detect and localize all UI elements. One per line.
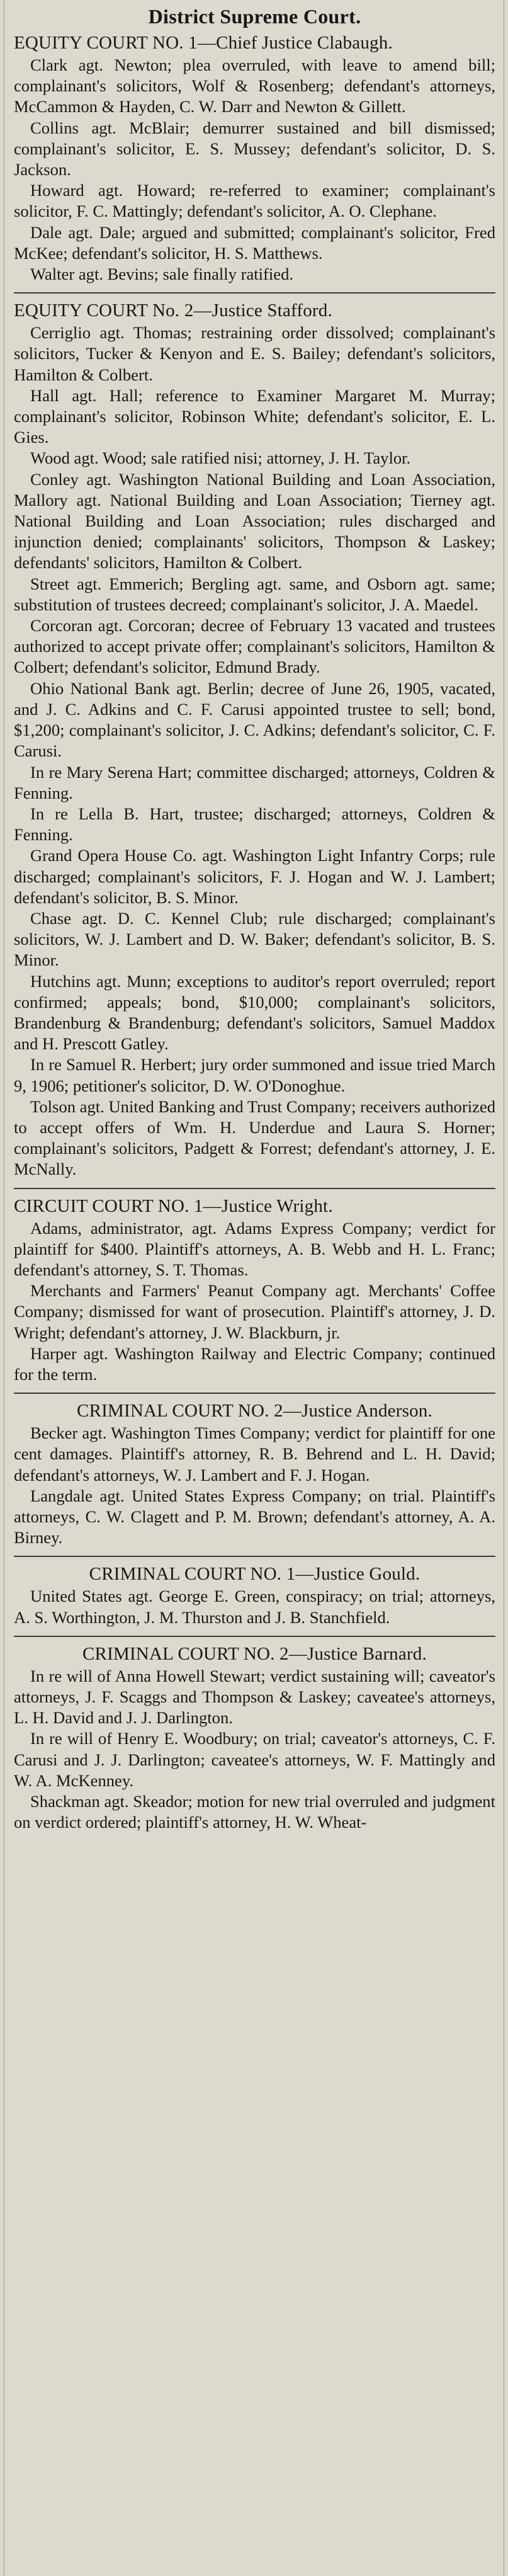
section-divider bbox=[14, 1393, 495, 1394]
case-entry: Cerriglio agt. Thomas; restraining order dissolved; complainant's solicitors, Tucker & Kenyon and E. S. Bailey; defendant's solicitors, Hamilton & Colbert. bbox=[14, 323, 495, 384]
case-entry: Howard agt. Howard; re-referred to examiner; complainant's solicitor, F. C. Mattingly; defendant's solicitor, A. O. Clephane. bbox=[14, 181, 495, 221]
case-entry: In re Lella B. Hart, trustee; discharged; attorneys, Coldren & Fenning. bbox=[14, 804, 495, 845]
case-entry: Tolson agt. United Banking and Trust Company; receivers authorized to accept offers of Wm. H. Underdue and Laura S. Horner; complainant's solicitors, Padgett & Forrest; defendant's attorney, J. E. McNally. bbox=[14, 1097, 495, 1179]
court-heading: CRIMINAL COURT NO. 2—Justice Barnard. bbox=[82, 1643, 427, 1664]
case-entry: Adams, administrator, agt. Adams Express Company; verdict for plaintiff for $400. Plaintiff's attorneys, A. B. Webb and H. L. Franc; defendant's attorney, S. T. Thomas. bbox=[14, 1218, 495, 1279]
court-heading: CRIMINAL COURT NO. 1—Justice Gould. bbox=[89, 1564, 421, 1585]
court-heading: CIRCUIT COURT NO. 1—Justice Wright. bbox=[14, 1195, 333, 1216]
court-section bbox=[14, 300, 495, 1180]
case-entry: United States agt. George E. Green, conspiracy; on trial; attorneys, A. S. Worthington, J. M. Thurston and J. B. Stanchfield. bbox=[14, 1587, 495, 1627]
case-entry: Hutchins agt. Munn; exceptions to auditor's report overruled; report confirmed; appeals; bond, $10,000; complainant's solicitors, Brandenburg & Brandenburg; defendant's solicitors, Samuel Maddox and H. Prescott Gatley. bbox=[14, 971, 495, 1054]
case-entry: Collins agt. McBlair; demurrer sustained and bill dismissed; complainant's solicitor, E. S. Mussey; defendant's solicitor, D. S. Jackson. bbox=[14, 118, 495, 180]
court-sections bbox=[14, 32, 495, 1833]
case-entry: In re Mary Serena Hart; committee discharged; attorneys, Coldren & Fenning. bbox=[14, 762, 495, 802]
case-entry: Hall agt. Hall; reference to Examiner Margaret M. Murray; complainant's solicitor, Robinson White; defendant's solicitor, E. L. Gies. bbox=[14, 385, 495, 447]
case-entry: In re Samuel R. Herbert; jury order summoned and issue tried March 9, 1906; petitioner's solicitor, D. W. O'Donoghue. bbox=[14, 1055, 495, 1095]
case-entry: Ohio National Bank agt. Berlin; decree of June 26, 1905, vacated, and J. C. Adkins and C. F. Carusi appointed trustee to sell; bond, $1,200; complainant's solicitor, J. C. Adkins; defendant's solicitor, C. F. Carusi. bbox=[14, 678, 495, 761]
court-section bbox=[14, 1563, 495, 1627]
court-section bbox=[14, 1400, 495, 1548]
court-section bbox=[14, 1195, 495, 1386]
court-heading: EQUITY COURT No. 2—Justice Stafford. bbox=[14, 300, 332, 321]
case-entry: Langdale agt. United States Express Company; on trial. Plaintiff's attorneys, C. W. Clagett and P. M. Brown; defendant's attorney, A. A. Birney. bbox=[14, 1486, 495, 1547]
section-divider bbox=[14, 292, 495, 294]
court-section bbox=[14, 1643, 495, 1833]
court-heading: EQUITY COURT NO. 1—Chief Justice Clabaugh. bbox=[14, 33, 393, 53]
case-entry: Becker agt. Washington Times Company; verdict for plaintiff for one cent damages. Plaintiff's attorney, R. B. Behrend and L. H. David; defendant's attorneys, W. J. Lambert and F. J. Hogan. bbox=[14, 1423, 495, 1485]
case-entry: Walter agt. Bevins; sale finally ratified. bbox=[30, 265, 294, 284]
case-entry: Harper agt. Washington Railway and Electric Company; continued for the term. bbox=[14, 1343, 495, 1384]
case-entry: Chase agt. D. C. Kennel Club; rule discharged; complainant's solicitors, W. J. Lambert and D. W. Baker; defendant's solicitor, B. S. Minor. bbox=[14, 908, 495, 970]
case-entry: Shackman agt. Skeador; motion for new trial overruled and judgment on verdict ordered; plaintiff's attorney, H. W. Wheat- bbox=[14, 1792, 495, 1832]
section-divider bbox=[14, 1636, 495, 1637]
section-divider bbox=[14, 1556, 495, 1557]
case-entry: Clark agt. Newton; plea overruled, with leave to amend bill; complainant's solicitors, Wolf & Rosenberg; defendant's attorneys, McCammon & Hayden, C. W. Darr and Newton & Gillett. bbox=[14, 55, 495, 117]
case-entry: Dale agt. Dale; argued and submitted; complainant's solicitor, Fred McKee; defendant's solicitor, H. S. Matthews. bbox=[14, 222, 495, 263]
case-entry: Corcoran agt. Corcoran; decree of February 13 vacated and trustees authorized to accept private offer; complainant's solicitors, Hamilton & Colbert; defendant's solicitor, Edmund Brady. bbox=[14, 616, 495, 677]
case-entry: Conley agt. Washington National Building and Loan Association, Mallory agt. National Building and Loan Association; Tierney agt. National Building and Loan Association; rules discharged and injunction denied; complainants' solicitors, Thompson & Laskey; defendants' solicitors, Hamilton & Colbert. bbox=[14, 469, 495, 573]
case-entry: In re will of Anna Howell Stewart; verdict sustaining will; caveator's attorneys, J. F. Scaggs and Thompson & Laskey; caveatee's attorneys, L. H. David and J. J. Darlington. bbox=[14, 1666, 495, 1728]
case-entry: Street agt. Emmerich; Bergling agt. same, and Osborn agt. same; substitution of trustees decreed; complainant's solicitor, J. A. Maedel. bbox=[14, 574, 495, 614]
case-entry: Wood agt. Wood; sale ratified nisi; attorney, J. H. Taylor. bbox=[30, 448, 411, 468]
section-divider bbox=[14, 1188, 495, 1189]
page-title: District Supreme Court. bbox=[148, 5, 361, 28]
court-heading: CRIMINAL COURT NO. 2—Justice Anderson. bbox=[77, 1401, 432, 1422]
case-entry: Grand Opera House Co. agt. Washington Light Infantry Corps; rule discharged; complainant's solicitors, F. J. Hogan and W. J. Lambert; defendant's solicitor, B. S. Minor. bbox=[14, 846, 495, 907]
case-entry: Merchants and Farmers' Peanut Company agt. Merchants' Coffee Company; dismissed for want of prosecution. Plaintiff's attorney, J. D. Wright; defendant's attorney, J. W. Blackburn, jr. bbox=[14, 1281, 495, 1342]
case-entry: In re will of Henry E. Woodbury; on trial; caveator's attorneys, C. F. Carusi and J. J. Darlington; caveatee's attorneys, W. F. Mattingly and W. A. McKenney. bbox=[14, 1729, 495, 1790]
court-section bbox=[14, 32, 495, 285]
